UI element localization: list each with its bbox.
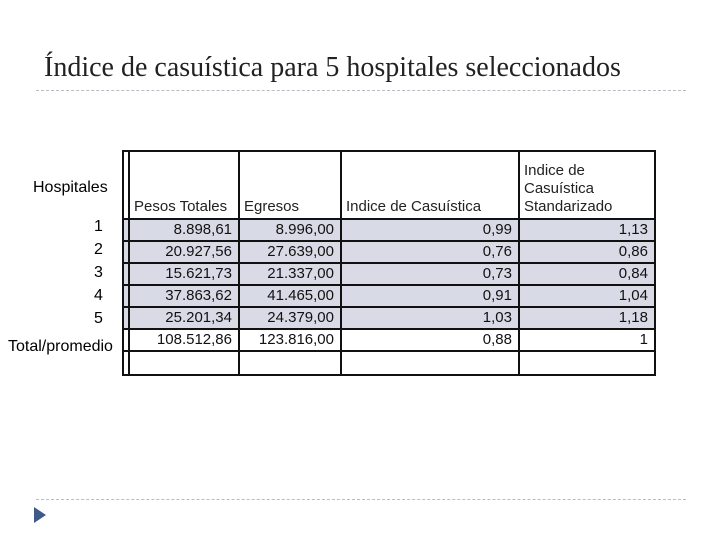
table-header-row <box>123 151 655 219</box>
table-row <box>123 263 655 285</box>
casuistry-table <box>122 150 656 376</box>
column-header-indice-std: Indice de Casuística Standarizado <box>519 151 655 219</box>
hospital-label: 1 <box>94 218 103 235</box>
hospital-label: 3 <box>94 264 103 281</box>
table-cell <box>341 351 519 375</box>
table-cell: 1,18 <box>519 307 655 329</box>
table-cell: 0,86 <box>519 241 655 263</box>
table-cell: 8.898,61 <box>129 219 239 241</box>
row-labels <box>0 0 130 540</box>
title-divider <box>36 90 686 91</box>
triangle-bullet-icon <box>34 507 46 523</box>
table-cell: 1,04 <box>519 285 655 307</box>
table-cell <box>129 351 239 375</box>
table-cell: 0,73 <box>341 263 519 285</box>
column-header-egresos: Egresos <box>239 151 341 219</box>
table-cell: 1 <box>519 329 655 351</box>
table-cell: 20.927,56 <box>129 241 239 263</box>
table-row <box>123 285 655 307</box>
table-cell: 0,88 <box>341 329 519 351</box>
hospital-label: 4 <box>94 287 103 304</box>
table-cell: 27.639,00 <box>239 241 341 263</box>
table-row <box>123 241 655 263</box>
hospitals-label: Hospitales <box>33 179 108 196</box>
table-cell: 0,91 <box>341 285 519 307</box>
table-cell <box>239 351 341 375</box>
total-label: Total/promedio <box>8 338 113 355</box>
table-cell: 37.863,62 <box>129 285 239 307</box>
table-cell: 108.512,86 <box>129 329 239 351</box>
table-empty-row <box>123 351 655 375</box>
footer-divider <box>36 499 686 500</box>
table-cell: 41.465,00 <box>239 285 341 307</box>
column-header-indice: Indice de Casuística <box>341 151 519 219</box>
table-cell: 8.996,00 <box>239 219 341 241</box>
table-total-row <box>123 329 655 351</box>
table-cell: 21.337,00 <box>239 263 341 285</box>
table-cell: 25.201,34 <box>129 307 239 329</box>
table-cell: 1,13 <box>519 219 655 241</box>
hospital-label: 2 <box>94 241 103 258</box>
table-row <box>123 307 655 329</box>
table-cell: 15.621,73 <box>129 263 239 285</box>
column-header-pesos: Pesos Totales <box>129 151 239 219</box>
slide-title: Índice de casuística para 5 hospitales seleccionados <box>44 52 621 83</box>
table-cell <box>519 351 655 375</box>
table-cell: 0,76 <box>341 241 519 263</box>
hospital-label: 5 <box>94 310 103 327</box>
table-cell: 0,84 <box>519 263 655 285</box>
table-cell: 1,03 <box>341 307 519 329</box>
table-row <box>123 219 655 241</box>
table-cell: 24.379,00 <box>239 307 341 329</box>
table-cell: 123.816,00 <box>239 329 341 351</box>
table-cell: 0,99 <box>341 219 519 241</box>
